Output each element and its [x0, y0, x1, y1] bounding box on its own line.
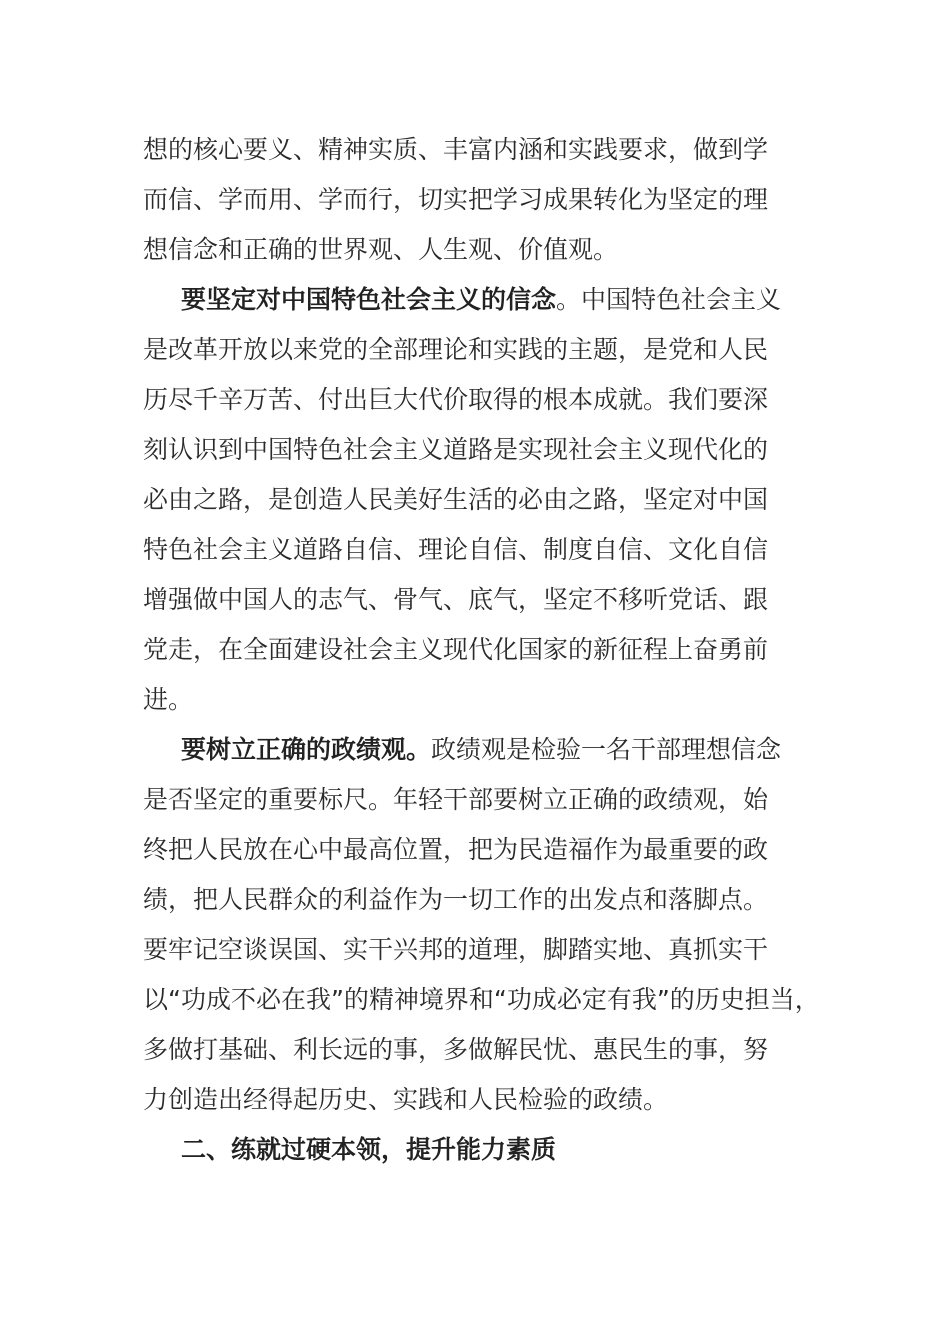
- paragraph-first-line: [143, 725, 823, 775]
- text-line: 想的核心要义、精神实质、丰富内涵和实践要求，做到学: [143, 135, 769, 164]
- section-heading: 二、练就过硬本领，提升能力素质: [181, 1135, 557, 1164]
- text-line: 以“功成不必在我”的精神境界和“功成必定有我”的历史担当，: [143, 985, 820, 1014]
- paragraph-heading: 要坚定对中国特色社会主义的信念: [181, 285, 557, 314]
- text-line: 想信念和正确的世界观、人生观、价值观。: [143, 235, 619, 264]
- text-line: 增强做中国人的志气、骨气、底气，坚定不移听党话、跟: [143, 585, 769, 614]
- text-line: 要牢记空谈误国、实干兴邦的道理，脚踏实地、真抓实干: [143, 935, 769, 964]
- text-line: 党走，在全面建设社会主义现代化国家的新征程上奋勇前: [143, 635, 769, 664]
- text-line: 是否坚定的重要标尺。年轻干部要树立正确的政绩观，始: [143, 785, 769, 814]
- paragraph-heading: 要树立正确的政绩观。: [181, 735, 432, 764]
- text-line: 进。: [143, 685, 194, 714]
- text-line: 而信、学而用、学而行，切实把学习成果转化为坚定的理: [143, 185, 769, 214]
- text-line: 必由之路，是创造人民美好生活的必由之路，坚定对中国: [143, 485, 769, 514]
- text-line: 历尽千辛万苦、付出巨大代价取得的根本成就。我们要深: [143, 385, 769, 414]
- paragraph-3: [143, 725, 823, 1125]
- paragraph-lead-text: 政绩观是检验一名干部理想信念: [431, 735, 782, 764]
- text-line: 特色社会主义道路自信、理论自信、制度自信、文化自信: [143, 535, 769, 564]
- paragraph-first-line: [143, 275, 823, 325]
- text-line: 是改革开放以来党的全部理论和实践的主题，是党和人民: [143, 335, 769, 364]
- text-line: 终把人民放在心中最高位置，把为民造福作为最重要的政: [143, 835, 769, 864]
- document-body: [143, 125, 823, 1175]
- text-line: 多做打基础、利长远的事，多做解民忧、惠民生的事，努: [143, 1035, 769, 1064]
- paragraph-lead-text: 。中国特色社会主义: [556, 285, 782, 314]
- section-heading-block: [143, 1125, 823, 1175]
- text-line: 刻认识到中国特色社会主义道路是实现社会主义现代化的: [143, 435, 769, 464]
- paragraph-2: [143, 275, 823, 725]
- text-line: 绩，把人民群众的利益作为一切工作的出发点和落脚点。: [143, 885, 769, 914]
- paragraph-1: [143, 125, 823, 275]
- text-line: 力创造出经得起历史、实践和人民检验的政绩。: [143, 1085, 669, 1114]
